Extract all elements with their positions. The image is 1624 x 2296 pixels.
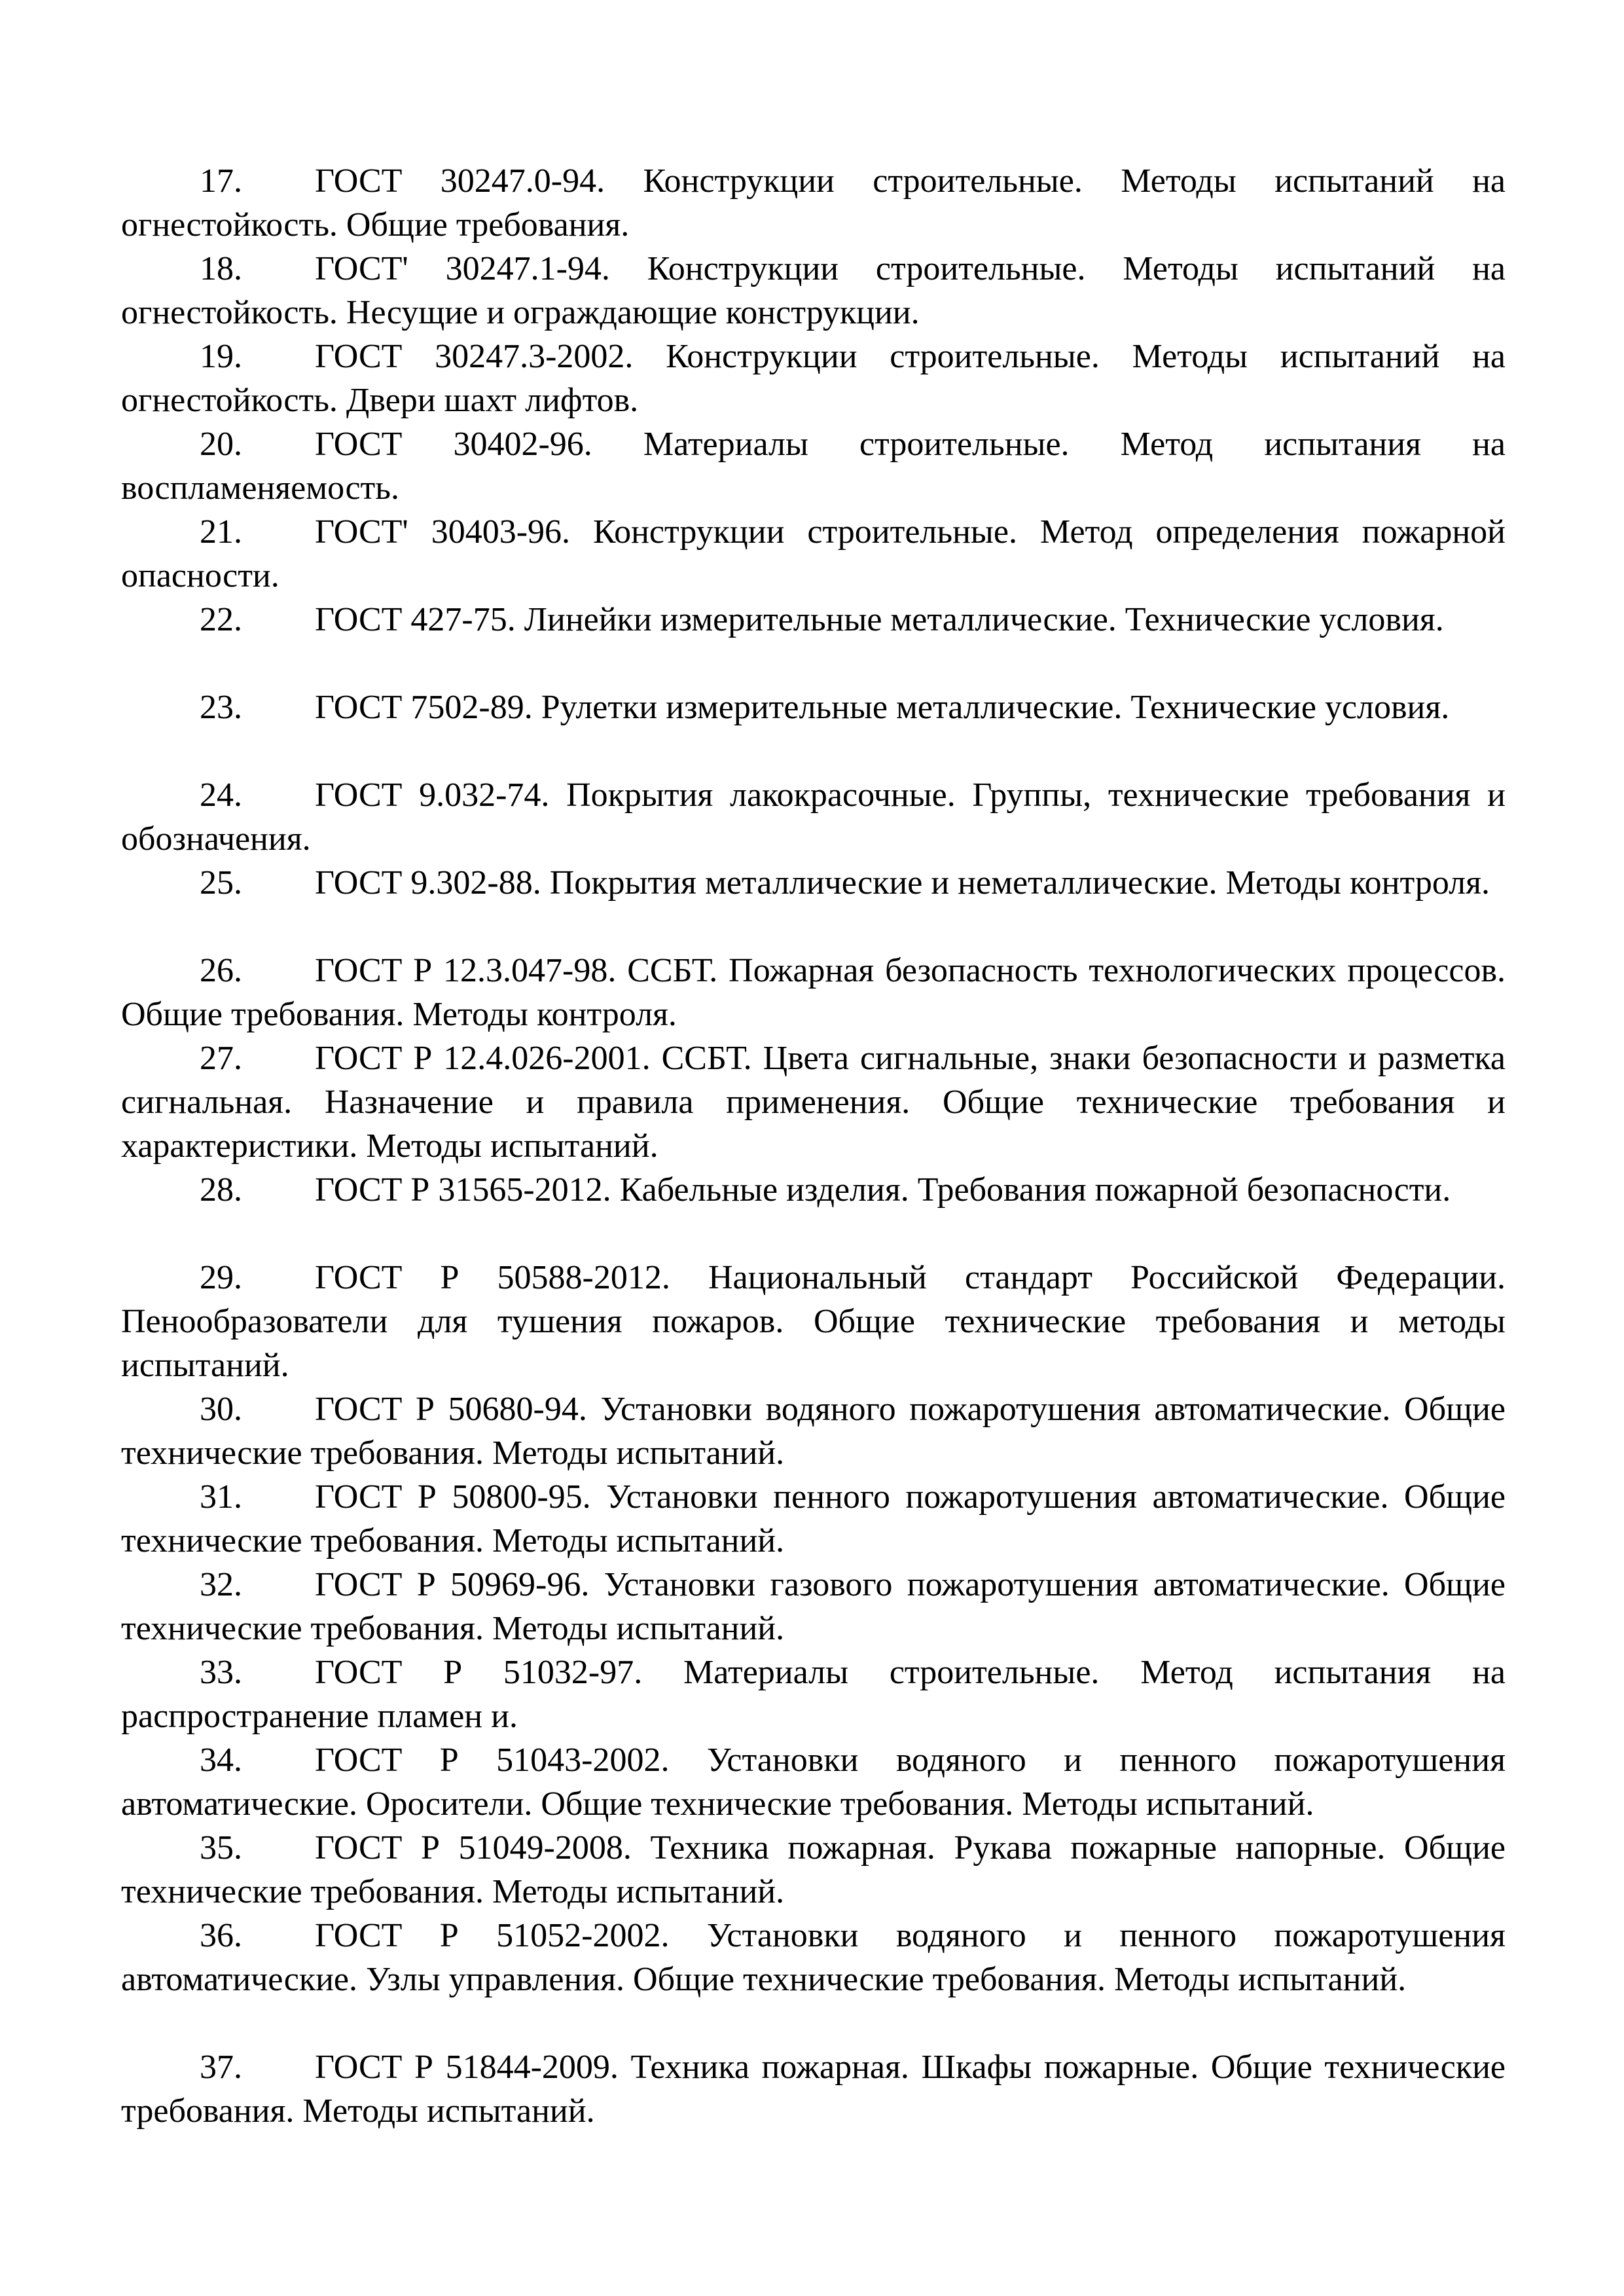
reference-number: 25. [200,864,242,902]
reference-list [121,159,1506,2133]
reference-number: 37. [200,2049,242,2086]
reference-number: 17. [200,162,242,200]
reference-number: 23. [200,689,242,726]
reference-item [121,1036,1506,1168]
reference-text: ГОСТ Р 12.4.026-2001. ССБТ. Цвета сигнальные, знаки безопасности и разметка сигнальная. Назначение и правила применения. Общие технические требования и характеристики. Методы испытаний. [121,1040,1506,1165]
reference-text: ГОСТ 9.032-74. Покрытия лакокрасочные. Группы, технические требования и обозначения. [121,776,1506,858]
reference-number: 22. [200,601,242,638]
reference-text: ГОСТ Р 51032-97. Материалы строительные. Метод испытания на распространение пламен и. [121,1654,1506,1735]
reference-text: ГОСТ 30402-96. Материалы строительные. Метод испытания на воспламеняемость. [121,426,1506,507]
reference-item [121,685,1506,773]
reference-number: 35. [200,1829,242,1867]
reference-item [121,1563,1506,1650]
reference-text: ГОСТ Р 50800-95. Установки пенного пожаротушения автоматические. Общие технические требования. Методы испытаний. [121,1478,1506,1559]
reference-number: 30. [200,1391,242,1428]
reference-item [121,1256,1506,1387]
reference-text: ГОСТ Р 51844-2009. Техника пожарная. Шкафы пожарные. Общие технические требования. Методы испытаний. [121,2049,1506,2130]
reference-number: 29. [200,1259,242,1296]
reference-item [121,598,1506,685]
reference-number: 33. [200,1654,242,1691]
reference-number: 20. [200,426,242,463]
reference-text: ГОСТ Р 50680-94. Установки водяного пожаротушения автоматические. Общие технические требования. Методы испытаний. [121,1391,1506,1472]
reference-item [121,1826,1506,1914]
reference-text: ГОСТ Р 12.3.047-98. ССБТ. Пожарная безопасность технологических процессов. Общие требования. Методы контроля. [121,952,1506,1033]
reference-number: 26. [200,952,242,989]
reference-number: 34. [200,1741,242,1779]
reference-text: ГОСТ 427-75. Линейки измерительные металлические. Технические условия. [315,601,1444,638]
reference-item [121,510,1506,598]
reference-text: ГОСТ 30247.3-2002. Конструкции строительные. Методы испытаний на огнестойкость. Двери шахт лифтов. [121,338,1506,419]
reference-item [121,1650,1506,1738]
reference-text: ГОСТ Р 31565-2012. Кабельные изделия. Требования пожарной безопасности. [315,1171,1451,1209]
reference-text: ГОСТ' 30247.1-94. Конструкции строительные. Методы испытаний на огнестойкость. Несущие и ограждающие конструкции. [121,250,1506,331]
reference-item [121,2045,1506,2133]
reference-number: 18. [200,250,242,287]
reference-text: ГОСТ Р 50588-2012. Национальный стандарт Российской Федерации. Пенообразователи для тушения пожаров. Общие технические требования и методы испытаний. [121,1259,1506,1384]
reference-item [121,159,1506,247]
reference-item [121,1387,1506,1475]
reference-number: 28. [200,1171,242,1209]
reference-item [121,247,1506,335]
reference-item [121,335,1506,422]
reference-item [121,1475,1506,1563]
reference-item [121,949,1506,1036]
reference-item [121,1738,1506,1826]
reference-text: ГОСТ 30247.0-94. Конструкции строительные. Методы испытаний на огнестойкость. Общие требования. [121,162,1506,244]
reference-text: ГОСТ Р 51049-2008. Техника пожарная. Рукава пожарные напорные. Общие технические требования. Методы испытаний. [121,1829,1506,1910]
reference-text: ГОСТ Р 50969-96. Установки газового пожаротушения автоматические. Общие технические требования. Методы испытаний. [121,1566,1506,1647]
reference-text: ГОСТ' 30403-96. Конструкции строительные. Метод определения пожарной опасности. [121,513,1506,594]
reference-number: 21. [200,513,242,551]
reference-text: ГОСТ 7502-89. Рулетки измерительные металлические. Технические условия. [315,689,1450,726]
reference-number: 36. [200,1917,242,1954]
reference-item [121,1914,1506,2045]
reference-number: 31. [200,1478,242,1516]
reference-number: 19. [200,338,242,375]
reference-text: ГОСТ Р 51043-2002. Установки водяного и пенного пожаротушения автоматические. Оросители. Общие технические требования. Методы испытаний. [121,1741,1506,1823]
reference-text: ГОСТ 9.302-88. Покрытия металлические и неметаллические. Методы контроля. [315,864,1490,902]
reference-item [121,422,1506,510]
reference-item [121,861,1506,949]
reference-item [121,773,1506,861]
reference-text: ГОСТ Р 51052-2002. Установки водяного и пенного пожаротушения автоматические. Узлы управления. Общие технические требования. Методы испытаний. [121,1917,1506,1998]
reference-item [121,1168,1506,1256]
reference-number: 32. [200,1566,242,1603]
reference-number: 27. [200,1040,242,1077]
reference-number: 24. [200,776,242,814]
